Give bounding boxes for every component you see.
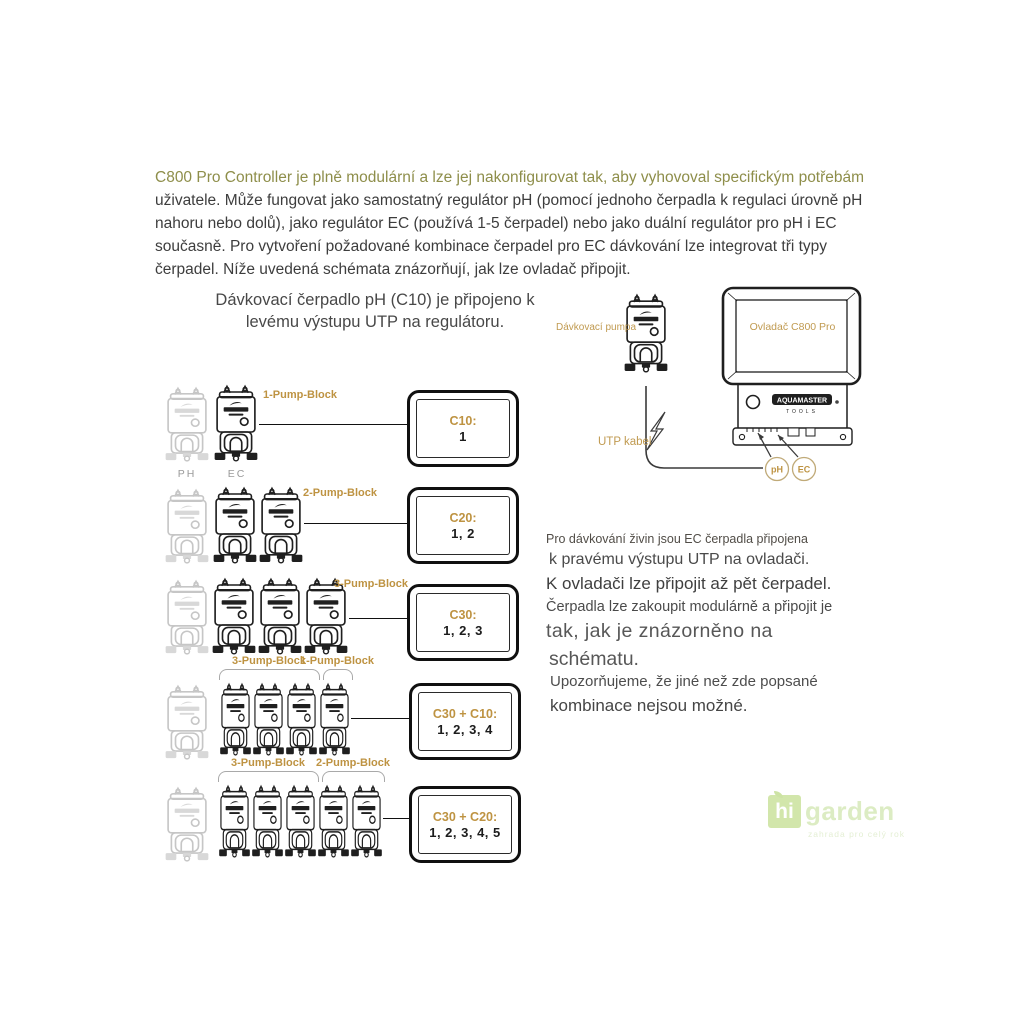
note-text-block xyxy=(550,673,850,716)
ph-pump-faint-icon xyxy=(164,579,210,657)
controller-connection-diagram xyxy=(545,280,880,505)
intro-highlight-line: C800 Pro Controller je plně modulární a lze jej nakonfigurovat tak, aby vyhovoval specifickým potřebám xyxy=(155,169,865,186)
row4-block-label-1: 3-Pump-Block xyxy=(232,655,306,667)
ec-pump-icon xyxy=(212,486,258,566)
row3-screen-title: C30: xyxy=(449,607,477,622)
ec-pump-icon xyxy=(317,784,350,860)
utp-cable-label: UTP kabel xyxy=(598,436,652,448)
intro-line: čerpadel. Níže uvedená schémata znázorňují, jak lze ovladač připojit. xyxy=(155,261,631,278)
left-caption-line1: Dávkovací čerpadlo pH (C10) je připojeno k xyxy=(215,291,535,309)
row2-block-label: 2-Pump-Block xyxy=(303,487,377,499)
left-caption-line2: levému výstupu UTP na regulátoru. xyxy=(245,313,505,331)
ec-pump-icon xyxy=(219,682,252,758)
row4-screen xyxy=(409,683,521,760)
row1-screen-title: C10: xyxy=(449,413,477,428)
right-text-line: schématu. xyxy=(549,648,639,670)
intro-line: současně. Pro vytvoření požadované kombinace čerpadel pro EC dávkování lze integrovat tři typy xyxy=(155,238,828,255)
right-text-line: k pravému výstupu UTP na ovladači. xyxy=(549,551,810,568)
right-text-line: Čerpadla lze zakoupit modulárně a připojit je xyxy=(546,599,833,615)
ph-port-label: pH xyxy=(771,464,783,475)
logo-garden-text: garden xyxy=(805,796,895,826)
right-text-line: K ovladači lze připojit až pět čerpadel. xyxy=(546,574,832,593)
intro-line: nahoru nebo dolů), jako regulátor EC (používá 1-5 čerpadel) nebo jako duální regulátor pro pH i EC xyxy=(155,215,837,232)
row1-screen-bezel xyxy=(416,399,510,458)
ec-pump-icon xyxy=(350,784,383,860)
row2-screen-bezel xyxy=(416,496,510,555)
ec-pump-icon xyxy=(251,784,284,860)
row3-connector-line xyxy=(349,618,407,619)
row3-screen-bezel xyxy=(416,593,510,652)
ec-pump-icon xyxy=(284,784,317,860)
row5-screen-bezel xyxy=(418,795,512,854)
row3-screen-values: 1, 2, 3 xyxy=(443,622,483,638)
ph-pump-faint-icon xyxy=(164,488,210,566)
row4-screen-bezel xyxy=(418,692,512,751)
dosing-pump-icon xyxy=(625,295,668,371)
dosing-pump-label: Dávkovací pumpa xyxy=(556,322,637,333)
ph-pump-faint-icon xyxy=(164,386,210,464)
right-text-line: tak, jak je znázorněno na xyxy=(546,620,773,642)
row1-block-label: 1-Pump-Block xyxy=(263,389,337,401)
ec-pump-icon xyxy=(213,384,259,464)
controller-screen-label: Ovladač C800 Pro xyxy=(749,321,836,333)
row5-screen-values: 1, 2, 3, 4, 5 xyxy=(429,824,501,840)
brand-sub-text: TOOLS xyxy=(786,409,818,415)
row5-block-label-2: 2-Pump-Block xyxy=(316,757,390,769)
row4-bracket-2 xyxy=(323,669,353,680)
ec-pump-icon xyxy=(285,682,318,758)
row1-connector-line xyxy=(259,424,407,425)
controller-led xyxy=(835,400,839,404)
ph-column-label: PH xyxy=(177,468,197,480)
row4-bracket-1 xyxy=(219,669,320,680)
row5-screen xyxy=(409,786,521,863)
higarden-logo xyxy=(768,792,928,842)
ph-pump-faint-icon xyxy=(164,684,210,762)
row4-block-label-2: 1-Pump-Block xyxy=(300,655,374,667)
right-text-line: Pro dávkování živin jsou EC čerpadla připojena xyxy=(546,532,808,546)
row1-screen xyxy=(407,390,519,467)
ec-pump-icon xyxy=(318,682,351,758)
row5-block-label-1: 3-Pump-Block xyxy=(231,757,305,769)
row3-block-label: 3-Pump-Block xyxy=(334,578,408,590)
row3-screen xyxy=(407,584,519,661)
row4-screen-values: 1, 2, 3, 4 xyxy=(437,721,493,737)
ec-port-label: EC xyxy=(797,464,811,475)
row2-screen xyxy=(407,487,519,564)
left-caption xyxy=(210,289,540,333)
intro-line: uživatele. Může fungovat jako samostatný regulátor pH (pomocí jednoho čerpadla k regulaci úrovně pH xyxy=(155,192,863,209)
row5-bracket-2 xyxy=(322,771,385,782)
ec-column-label: EC xyxy=(227,468,247,480)
ec-pump-icon xyxy=(218,784,251,860)
row5-bracket-1 xyxy=(218,771,319,782)
row5-connector-line xyxy=(383,818,409,819)
brand-name-text: AQUAMASTER xyxy=(776,397,828,405)
row4-connector-line xyxy=(351,718,409,719)
row2-screen-title: C20: xyxy=(449,510,477,525)
logo-hi-square xyxy=(768,795,801,828)
row2-screen-values: 1, 2 xyxy=(451,525,475,541)
note-line: Upozorňujeme, že jiné než zde popsané xyxy=(550,673,818,690)
note-line: kombinace nejsou možné. xyxy=(550,696,748,715)
logo-leaf-icon xyxy=(774,791,783,798)
row2-connector-line xyxy=(304,523,407,524)
ec-pump-icon xyxy=(257,577,303,657)
logo-tagline: zahrada pro celý rok xyxy=(808,829,906,839)
ec-pump-icon xyxy=(252,682,285,758)
ec-pump-icon xyxy=(258,486,304,566)
controller-screen xyxy=(723,288,860,384)
row5-screen-title: C30 + C20: xyxy=(432,809,498,824)
logo-hi-text: hi xyxy=(775,799,794,823)
ec-pump-icon xyxy=(211,577,257,657)
intro-paragraph xyxy=(155,166,900,281)
row4-screen-title: C30 + C10: xyxy=(432,706,498,721)
ph-pump-faint-icon xyxy=(164,786,210,864)
right-text-block xyxy=(546,532,856,676)
row1-screen-values: 1 xyxy=(459,428,467,444)
